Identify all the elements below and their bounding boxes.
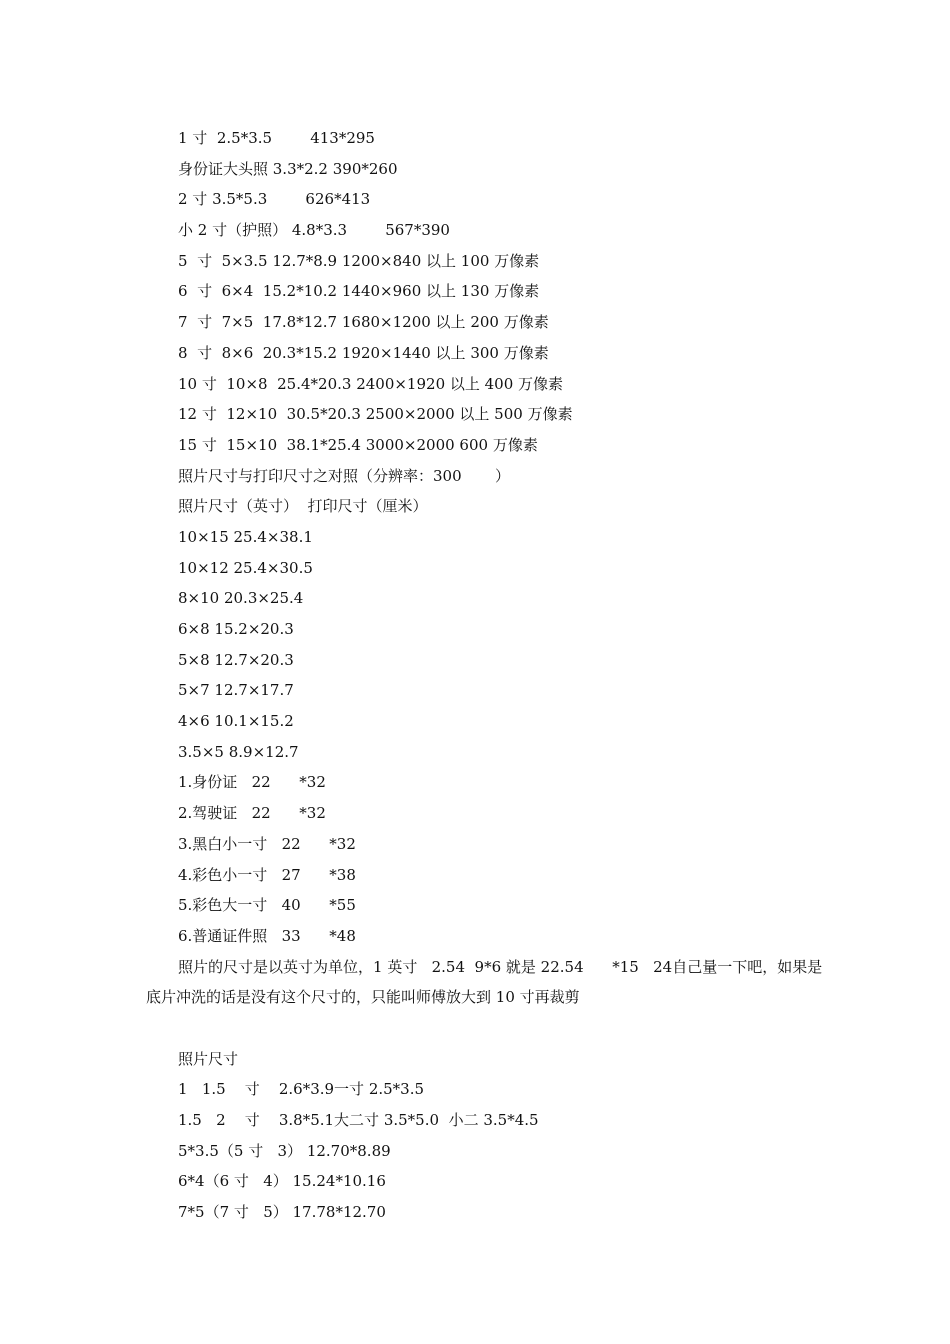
size-row: 7 寸 7×5 17.8*12.7 1680×1200 以上 200 万像素 xyxy=(178,313,549,332)
section-row: 1.5 2 寸 3.8*5.1大二寸 3.5*5.0 小二 3.5*4.5 xyxy=(178,1111,539,1130)
section-row: 5*3.5（5 寸 3） 12.70*8.89 xyxy=(178,1141,391,1160)
id-photo-item: 2.驾驶证 22 *32 xyxy=(178,804,326,823)
id-photo-item: 6.普通证件照 33 *48 xyxy=(178,926,356,945)
size-row: 8 寸 8×6 20.3*15.2 1920×1440 以上 300 万像素 xyxy=(178,343,549,362)
size-row: 6 寸 6×4 15.2*10.2 1440×960 以上 130 万像素 xyxy=(178,282,540,301)
print-row: 10×12 25.4×30.5 xyxy=(178,558,313,577)
size-row: 2 寸 3.5*5.3 626*413 xyxy=(178,190,371,209)
size-row: 5 寸 5×3.5 12.7*8.9 1200×840 以上 100 万像素 xyxy=(178,251,540,270)
blank-line xyxy=(0,1013,950,1044)
document-body xyxy=(0,123,950,1228)
print-row: 8×10 20.3×25.4 xyxy=(178,589,304,608)
id-photo-item: 1.身份证 22 *32 xyxy=(178,773,326,792)
id-photo-item: 4.彩色小一寸 27 *38 xyxy=(178,865,356,884)
print-row: 6×8 15.2×20.3 xyxy=(178,620,294,638)
size-row: 10 寸 10×8 25.4*20.3 2400×1920 以上 400 万像素 xyxy=(178,374,564,393)
id-photo-list xyxy=(0,767,950,951)
print-row: 4×6 10.1×15.2 xyxy=(178,712,294,731)
print-row: 10×15 25.4×38.1 xyxy=(178,527,313,546)
print-row: 5×8 12.7×20.3 xyxy=(178,650,294,669)
id-photo-item: 5.彩色大一寸 40 *55 xyxy=(178,896,356,915)
print-row: 5×7 12.7×17.7 xyxy=(178,681,294,700)
print-size-columns: 照片尺寸（英寸） 打印尺寸（厘米） xyxy=(178,497,428,516)
size-row: 12 寸 12×10 30.5*20.3 2500×2000 以上 500 万像素 xyxy=(178,405,573,424)
size-row: 15 寸 15×10 38.1*25.4 3000×2000 600 万像素 xyxy=(178,435,538,454)
section-list xyxy=(0,1074,950,1227)
section-title: 照片尺寸 xyxy=(178,1049,239,1068)
print-table xyxy=(0,522,950,768)
size-row: 小 2 寸（护照） 4.8*3.3 567*390 xyxy=(178,221,450,240)
size-row: 身份证大头照 3.3*2.2 390*260 xyxy=(178,159,398,178)
section-row: 6*4（6 寸 4） 15.24*10.16 xyxy=(178,1172,386,1191)
print-row: 3.5×5 8.9×12.7 xyxy=(178,742,299,761)
print-size-heading: 照片尺寸与打印尺寸之对照（分辨率：300 ） xyxy=(178,466,511,485)
id-photo-item: 3.黑白小一寸 22 *32 xyxy=(178,834,356,853)
section-row: 1 1.5 寸 2.6*3.9一寸 2.5*3.5 xyxy=(178,1080,425,1099)
size-row: 1 寸 2.5*3.5 413*295 xyxy=(178,129,375,147)
note-paragraph: 照片的尺寸是以英寸为单位，1 英寸 2.54 9*6 就是 22.54 *15 24自己量一下吧，如果是底片冲洗的话是没有这个尺寸的，只能叫师傅放大到 10 寸再裁剪 xyxy=(146,957,823,1007)
size-table xyxy=(0,123,950,461)
section-row: 7*5（7 寸 5） 17.78*12.70 xyxy=(178,1203,386,1222)
